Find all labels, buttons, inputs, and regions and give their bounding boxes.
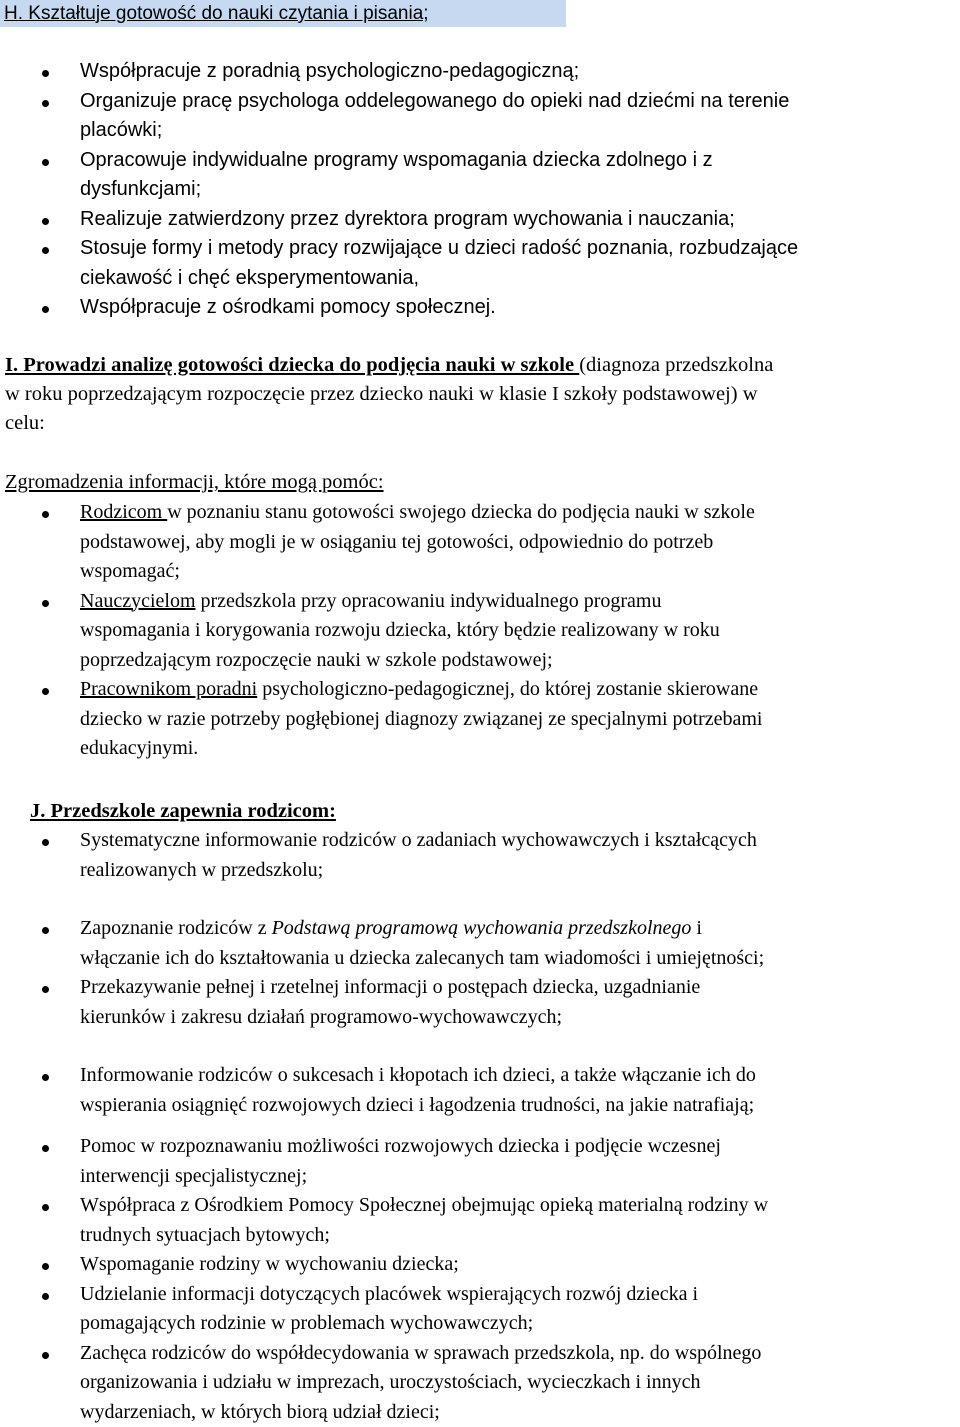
- list-item: Nauczycielom przedszkola przy opracowaniu indywidualnego programu wspomagania i korygowania rozwoju dziecka, który będzie realizowany w roku poprzedzającym rozpoczęcie nauki w szkole podstawowej;: [0, 587, 774, 676]
- list-item: Organizuje pracę psychologa oddelegowanego do opieki nad dziećmi na terenie placówki;: [0, 87, 810, 146]
- section-h-list: [0, 57, 810, 323]
- section-j-list-d: [0, 1132, 780, 1427]
- section-j-heading: J. Przedszkole zapewnia rodzicom:: [30, 797, 960, 826]
- section-i-list: [0, 498, 774, 764]
- list-item: Udzielanie informacji dotyczących placówek wspierających rozwój dziecka i pomagających rodzinie w problemach wychowawczych;: [0, 1280, 780, 1339]
- list-item: Rodzicom w poznaniu stanu gotowości swojego dziecka do podjęcia nauki w szkole podstawowej, aby mogli je w osiąganiu tej gotowości, odpowiednio do potrzeb wspomagać;: [0, 498, 774, 587]
- list-item: Informowanie rodziców o sukcesach i kłopotach ich dzieci, a także włączanie ich do wspierania osiągnięć rozwojowych dzieci i łagodzenia trudności, na jakie natrafiają;: [0, 1061, 768, 1120]
- list-item: Przekazywanie pełnej i rzetelnej informacji o postępach dziecka, uzgadnianie kierunków i zakresu działań programowo-wychowawczych;: [0, 973, 776, 1032]
- list-item: Współpraca z Ośrodkiem Pomocy Społecznej obejmując opieką materialną rodziny w trudnych sytuacjach bytowych;: [0, 1191, 780, 1250]
- list-item: Pracownikom poradni psychologiczno-pedagogicznej, do której zostanie skierowane dziecko w razie potrzeby pogłębionej diagnozy związanej ze specjalnymi potrzebami edukacyjnymi.: [0, 675, 774, 764]
- list-item: Opracowuje indywidualne programy wspomagania dziecka zdolnego i z dysfunkcjami;: [0, 146, 810, 205]
- list-item: Współpracuje z poradnią psychologiczno-pedagogiczną;: [0, 57, 810, 87]
- list-item: Pomoc w rozpoznawaniu możliwości rozwojowych dziecka i podjęcie wczesnej interwencji specjalistycznej;: [0, 1132, 780, 1191]
- section-j-list-b: [0, 914, 776, 1032]
- section-i-intro: I. Prowadzi analizę gotowości dziecka do podjęcia nauki w szkole (diagnoza przedszkolna w roku poprzedzającym rozpoczęcie przez dziecko nauki w klasie I szkoły podstawowej) w celu:: [5, 351, 957, 438]
- section-h-title: H. Kształtuje gotowość do nauki czytania i pisania;: [0, 0, 566, 27]
- list-item: Stosuje formy i metody pracy rozwijające u dzieci radość poznania, rozbudzające ciekawość i chęć eksperymentowania,: [0, 234, 810, 293]
- list-item: Współpracuje z ośrodkami pomocy społecznej.: [0, 293, 810, 323]
- list-item: Systematyczne informowanie rodziców o zadaniach wychowawczych i kształcących realizowanych w przedszkolu;: [0, 826, 769, 885]
- list-item: Wspomaganie rodziny w wychowaniu dziecka;: [0, 1250, 780, 1280]
- section-j-list-a: [0, 826, 769, 885]
- list-item: Zapoznanie rodziców z Podstawą programową wychowania przedszkolnego i włączanie ich do kształtowania u dziecka zalecanych tam wiadomości i umiejętności;: [0, 914, 776, 973]
- section-j-list-c: [0, 1061, 768, 1120]
- list-item: Realizuje zatwierdzony przez dyrektora program wychowania i nauczania;: [0, 205, 810, 235]
- list-item: Zachęca rodziców do współdecydowania w sprawach przedszkola, np. do wspólnego organizowania i udziału w imprezach, uroczystościach, wycieczkach i innych wydarzeniach, w których biorą udział dzieci;: [0, 1339, 780, 1427]
- section-i-subheading: Zgromadzenia informacji, które mogą pomóc:: [5, 468, 957, 497]
- section-i-heading: I. Prowadzi analizę gotowości dziecka do podjęcia nauki w szkole: [5, 354, 579, 376]
